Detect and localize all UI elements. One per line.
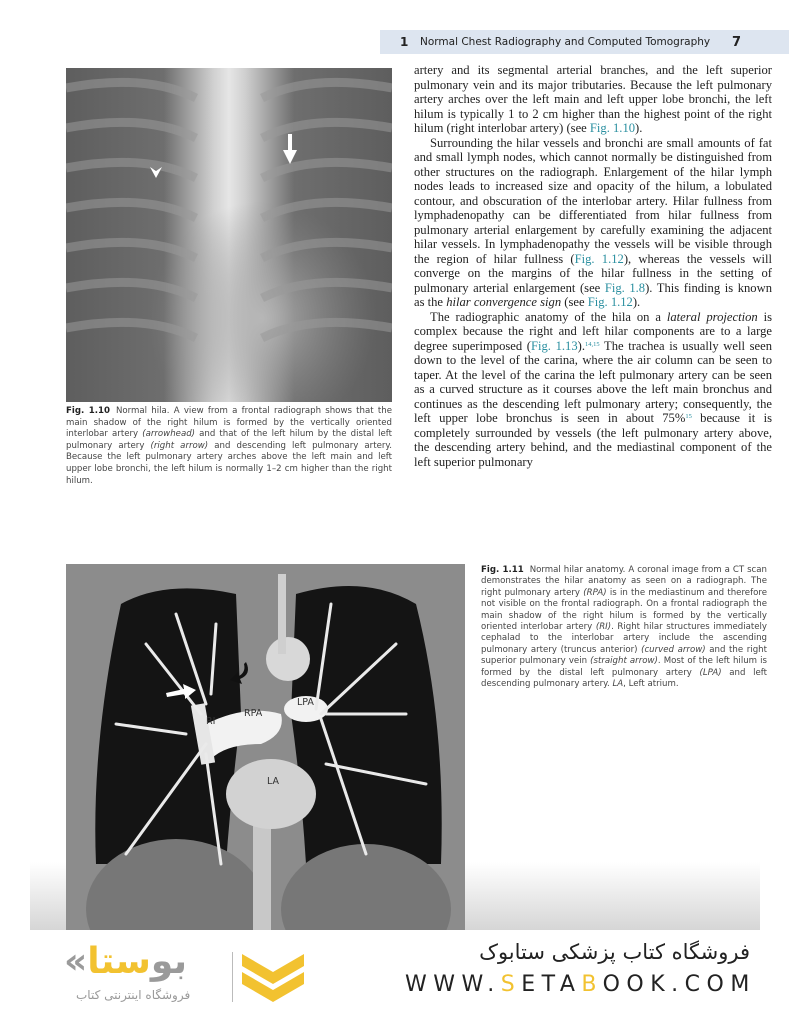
- figure-link[interactable]: Fig. 1.12: [574, 251, 624, 266]
- setabook-logo[interactable]: [64, 941, 187, 982]
- text: ). This finding is known as the: [414, 280, 772, 309]
- logo-gold-part: ستا: [87, 941, 151, 982]
- url-highlight: B: [581, 972, 603, 997]
- caption-term: (curved arrow): [641, 644, 706, 655]
- caption-text: and the right superior pulmonary vein: [481, 644, 767, 667]
- caption-text: and that of the left hilum by the distal left pulmonary artery: [66, 429, 392, 451]
- url-part: ETA: [521, 972, 582, 997]
- caption-text: and descending left pulmonary artery. Because the left pulmonary artery arches above the left main and left upper lobe bronchi, the left hilum is normally 1–2 cm higher than the right hilum.: [66, 440, 393, 486]
- chapter-title: Normal Chest Radiography and Computed Tomography: [420, 36, 711, 48]
- label-lpa: LPA: [297, 697, 314, 708]
- caption-term: (RI): [595, 622, 612, 633]
- reference-superscript[interactable]: 14,15: [584, 340, 600, 348]
- text: ).: [635, 121, 643, 135]
- emphasis-term: hilar convergence sign: [446, 295, 562, 309]
- caption-text: , Left atrium.: [623, 679, 679, 690]
- label-ri: RI: [206, 716, 216, 727]
- paragraph-3: [414, 310, 772, 470]
- caption-term: (straight arrow): [590, 656, 658, 667]
- figure-link[interactable]: Fig. 1.8: [604, 280, 646, 295]
- text: ).: [577, 338, 585, 353]
- paragraph-2: [414, 136, 772, 310]
- caption-text: Normal hila. A view from a frontal radiograph shows that the main shadow of the right hilum is formed by the vertically oriented interlobar artery: [66, 406, 392, 440]
- reference-superscript[interactable]: 15: [685, 413, 692, 420]
- store-name: فروشگاه کتاب پزشکی ستابوک: [479, 940, 750, 964]
- curved-arrow-marker-icon: [228, 660, 252, 686]
- label-rpa: RPA: [244, 708, 263, 719]
- body-text-column: [414, 63, 772, 469]
- text: The radiographic anatomy of the hila on a: [430, 309, 667, 324]
- url-part: OOK.COM: [602, 972, 756, 997]
- logo-divider: [232, 952, 233, 1002]
- text: is complex because the right and left hilar components are to a large degree superimposed (: [414, 309, 772, 353]
- logo-subtitle: فروشگاه اینترنتی کتاب: [76, 988, 191, 1002]
- figure-1-10-caption: [66, 406, 392, 487]
- paragraph-1: [414, 63, 772, 136]
- running-header: [380, 30, 789, 54]
- text: artery and its segmental arterial branches, and the left superior pulmonary vein and its major tributaries. Because the left pulmonary artery arches over the left main and left upper lobe bronchi, the left hilum is typically 1 to 2 cm higher than the highest point of the right hilum (right interlobar artery) (see: [414, 63, 772, 135]
- caption-term: (arrowhead): [142, 429, 196, 440]
- caption-term: LA: [612, 679, 624, 690]
- caption-text: Normal hilar anatomy. A coronal image from a CT scan demonstrates the hilar anatomy as seen on a radiograph. The right pulmonary artery: [481, 565, 767, 598]
- chapter-number: 1: [400, 35, 409, 49]
- caption-term: (LPA): [699, 667, 722, 678]
- page-number: 7: [732, 34, 742, 50]
- label-la: LA: [267, 776, 280, 787]
- figure-link[interactable]: Fig. 1.13: [531, 338, 578, 353]
- text: because it is completely surrounded by vessels (the left pulmonary artery above, the descending artery behind, and the mediastinal component of the left superior pulmonary: [414, 411, 772, 469]
- caption-text: is in the mediastinum and therefore not visible on the frontal radiograph. On a frontal radiograph the main shadow of the right hilum is formed by the vertically oriented interlobar artery: [481, 587, 767, 633]
- figure-1-11-ct-image: [66, 564, 465, 930]
- chevron-logo-icon: [240, 948, 306, 1004]
- text: The trachea is usually well seen down to the level of the carina, where the air column can be seen to taper. At the level of the carina the left pulmonary artery can be seen as a curved structure as it courses above the left main bronchus and continues as the descending left pulmonary artery; consequently, the left upper lobe bronchus is seen in about 75%: [414, 338, 772, 425]
- text: ).: [632, 295, 641, 309]
- figure-1-11-caption: [481, 565, 767, 690]
- caption-term: (right arrow): [150, 440, 209, 451]
- figure-label: Fig. 1.11: [481, 565, 524, 575]
- caption-text: . Right hilar structures immediately cephalad to the interlobar artery include the ascending pulmonary artery (truncus anterior): [481, 622, 767, 655]
- url-highlight: S: [500, 972, 522, 997]
- figure-label: Fig. 1.10: [66, 406, 110, 416]
- caption-text: . Most of the left hilum is formed by the distal left pulmonary artery: [481, 656, 767, 678]
- caption-term: (RPA): [583, 587, 607, 598]
- arrowhead-marker-icon: [149, 165, 163, 179]
- figure-link[interactable]: Fig. 1.10: [589, 121, 636, 135]
- text: ), whereas the vessels will converge on the margins of the hilar fullness in the setting of pulmonary arterial enlargement (see: [414, 251, 772, 295]
- figure-1-10-radiograph: [66, 68, 392, 402]
- text: Surrounding the hilar vessels and bronchi are small amounts of fat and small lymph nodes, which cannot normally be distinguished from other structures on the radiograph. Enlargement of the hilar lymph nodes leads to increased size and opacity of the hilum, a lobulated contour, and obscuration of the interlobar artery. Hilar fullness from lymphadenopathy can be differentiated from hilar fullness from pulmonary arterial enlargement by carefully examining the adjacent hilar vessels. In lymphadenopathy the vessels will be visible through the region of hilar fullness (: [414, 135, 772, 266]
- logo-grey-part: «بو: [64, 941, 187, 982]
- caption-text: and left descending pulmonary artery.: [481, 667, 767, 690]
- down-arrow-marker-icon: [283, 134, 297, 164]
- figure-link[interactable]: Fig. 1.12: [587, 295, 633, 309]
- text: (see: [561, 295, 588, 309]
- store-url[interactable]: [405, 972, 756, 997]
- straight-arrow-marker-icon: [166, 684, 196, 700]
- emphasis-term: lateral projection: [666, 309, 758, 324]
- url-part: WWW.: [405, 972, 501, 997]
